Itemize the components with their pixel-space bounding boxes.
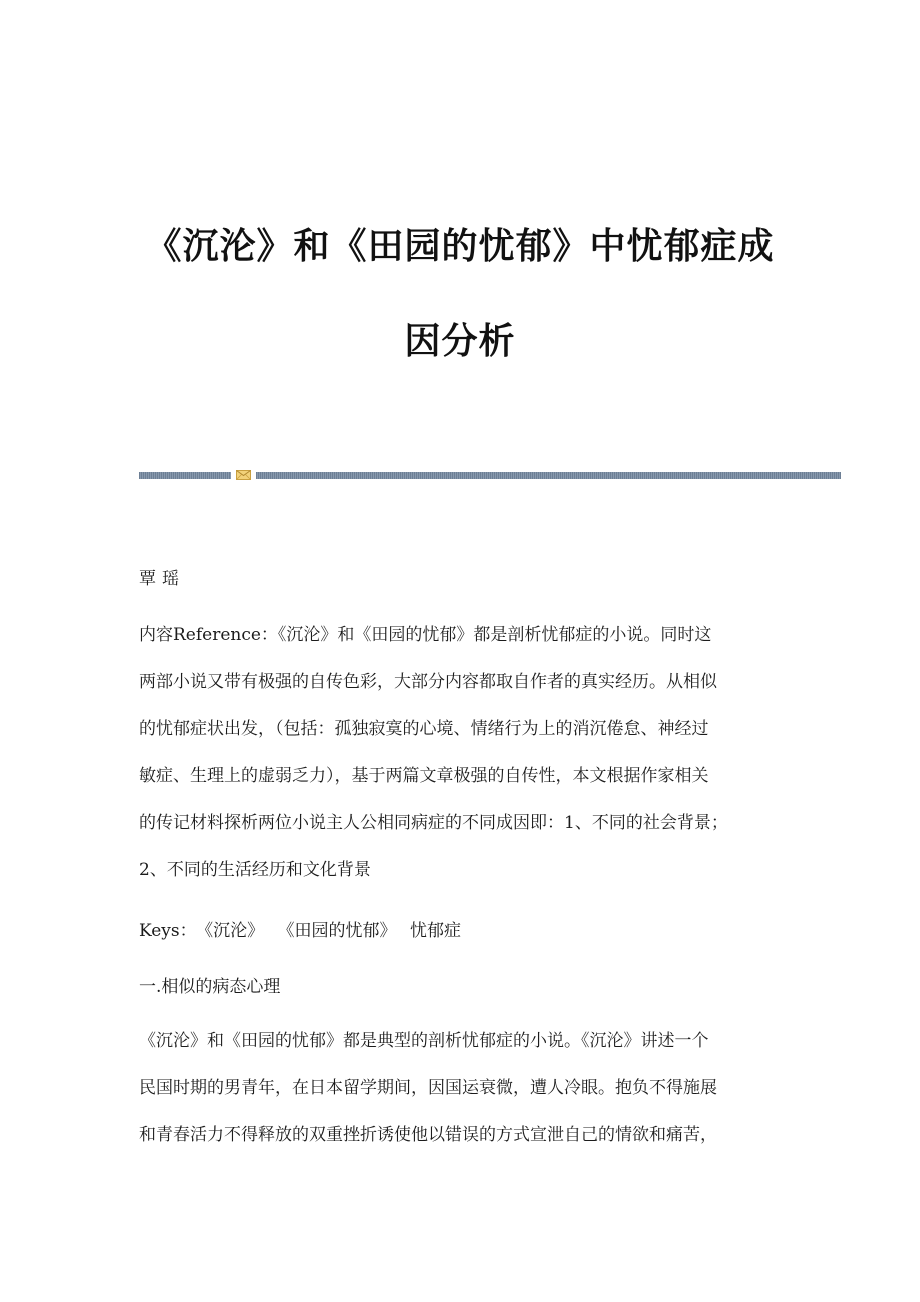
keywords-line xyxy=(139,913,469,949)
section-heading: 一.相似的病态心理 xyxy=(139,977,281,997)
title-divider xyxy=(139,469,841,481)
divider-bar-left xyxy=(139,472,231,479)
abstract-line: 的传记材料探析两位小说主人公相同病症的不同成因即：1、不同的社会背景； xyxy=(139,813,728,833)
envelope-icon xyxy=(236,469,251,481)
abstract-line: 敏症、生理上的虚弱乏力），基于两篇文章极强的自传性，本文根据作家相关 xyxy=(139,766,709,786)
document-title-line-1: 《沉沦》和《田园的忧郁》中忧郁症成 xyxy=(145,226,775,267)
abstract-line: 的忧郁症状出发，（包括：孤独寂寞的心境、情绪行为上的消沉倦怠、神经过 xyxy=(139,719,709,739)
divider-bar-right xyxy=(256,472,841,479)
keyword: 《田园的忧郁》 xyxy=(277,921,397,941)
abstract-line: 两部小说又带有极强的自传色彩，大部分内容都取自作者的真实经历。从相似 xyxy=(139,672,717,692)
keyword: 《沉沦》 xyxy=(204,921,265,941)
body-line: 《沉沦》和《田园的忧郁》都是典型的剖析忧郁症的小说。《沉沦》讲述一个 xyxy=(139,1031,709,1051)
keywords-label: Keys： xyxy=(139,921,197,941)
keyword: 忧郁症 xyxy=(409,921,461,941)
abstract xyxy=(139,612,779,894)
body-line: 和青春活力不得释放的双重挫折诱使他以错误的方式宣泄自己的情欲和痛苦， xyxy=(139,1125,717,1145)
abstract-line: 内容Reference：《沉沦》和《田园的忧郁》都是剖析忧郁症的小说。同时这 xyxy=(139,625,712,645)
document-title-line-2: 因分析 xyxy=(404,321,516,362)
author-name: 覃瑶 xyxy=(139,569,185,589)
abstract-line: 2、不同的生活经历和文化背景 xyxy=(139,860,371,880)
body-paragraph xyxy=(139,1018,779,1159)
body-line: 民国时期的男青年，在日本留学期间，因国运衰微，遭人冷眼。抱负不得施展 xyxy=(139,1078,717,1098)
